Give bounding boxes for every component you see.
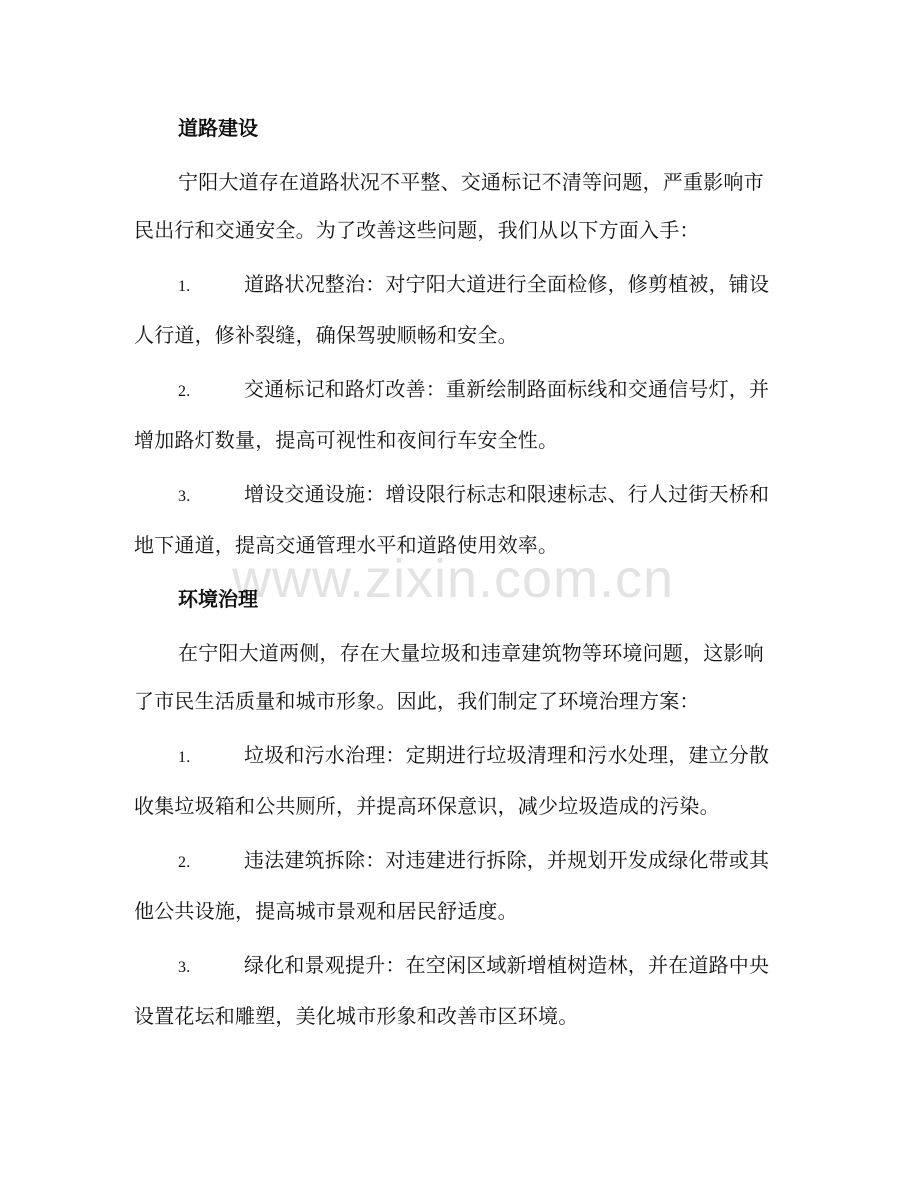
list-text: 交通标记和路灯改善：重新绘制路面标线和交通信号灯，并增加路灯数量，提高可视性和夜间行车安全性。 (134, 377, 770, 452)
list-item (134, 470, 774, 569)
list-number: 2. (178, 854, 191, 871)
section-intro-environment: 在宁阳大道两侧，存在大量垃圾和违章建筑物等环境问题，这影响了市民生活质量和城市形象。因此，我们制定了环境治理方案： (134, 641, 764, 713)
list-number: 3. (178, 959, 191, 976)
list-text: 垃圾和污水治理：定期进行垃圾清理和污水处理，建立分散收集垃圾箱和公共厕所，并提高环保意识，减少垃圾造成的污染。 (134, 743, 770, 818)
list-number: 3. (178, 488, 191, 505)
section-intro-road: 宁阳大道存在道路状况不平整、交通标记不清等问题，严重影响市民出行和交通安全。为了改善这些问题，我们从以下方面入手： (134, 170, 764, 242)
list-item (134, 731, 774, 830)
list-item (134, 260, 774, 359)
list-number: 2. (178, 383, 191, 400)
list-text: 违法建筑拆除：对违建进行拆除，并规划开发成绿化带或其他公共设施，提高城市景观和居民舒适度。 (134, 848, 770, 923)
list-item (134, 836, 774, 935)
list-item (134, 365, 774, 464)
watermark: www.zixin.com.cn (232, 549, 675, 609)
list-text: 绿化和景观提升：在空闲区域新增植树造林，并在道路中央设置花坛和雕塑，美化城市形象和改善市区环境。 (134, 953, 770, 1028)
section-title-environment: 环境治理 (178, 587, 258, 611)
document-body (134, 104, 774, 1046)
list-text: 道路状况整治：对宁阳大道进行全面检修，修剪植被，铺设人行道，修补裂缝，确保驾驶顺畅和安全。 (134, 272, 770, 347)
list-number: 1. (178, 278, 191, 295)
list-text: 增设交通设施：增设限行标志和限速标志、行人过街天桥和地下通道，提高交通管理水平和道路使用效率。 (134, 482, 770, 557)
list-item (134, 941, 774, 1040)
section-title-road: 道路建设 (178, 116, 258, 140)
list-number: 1. (178, 749, 191, 766)
